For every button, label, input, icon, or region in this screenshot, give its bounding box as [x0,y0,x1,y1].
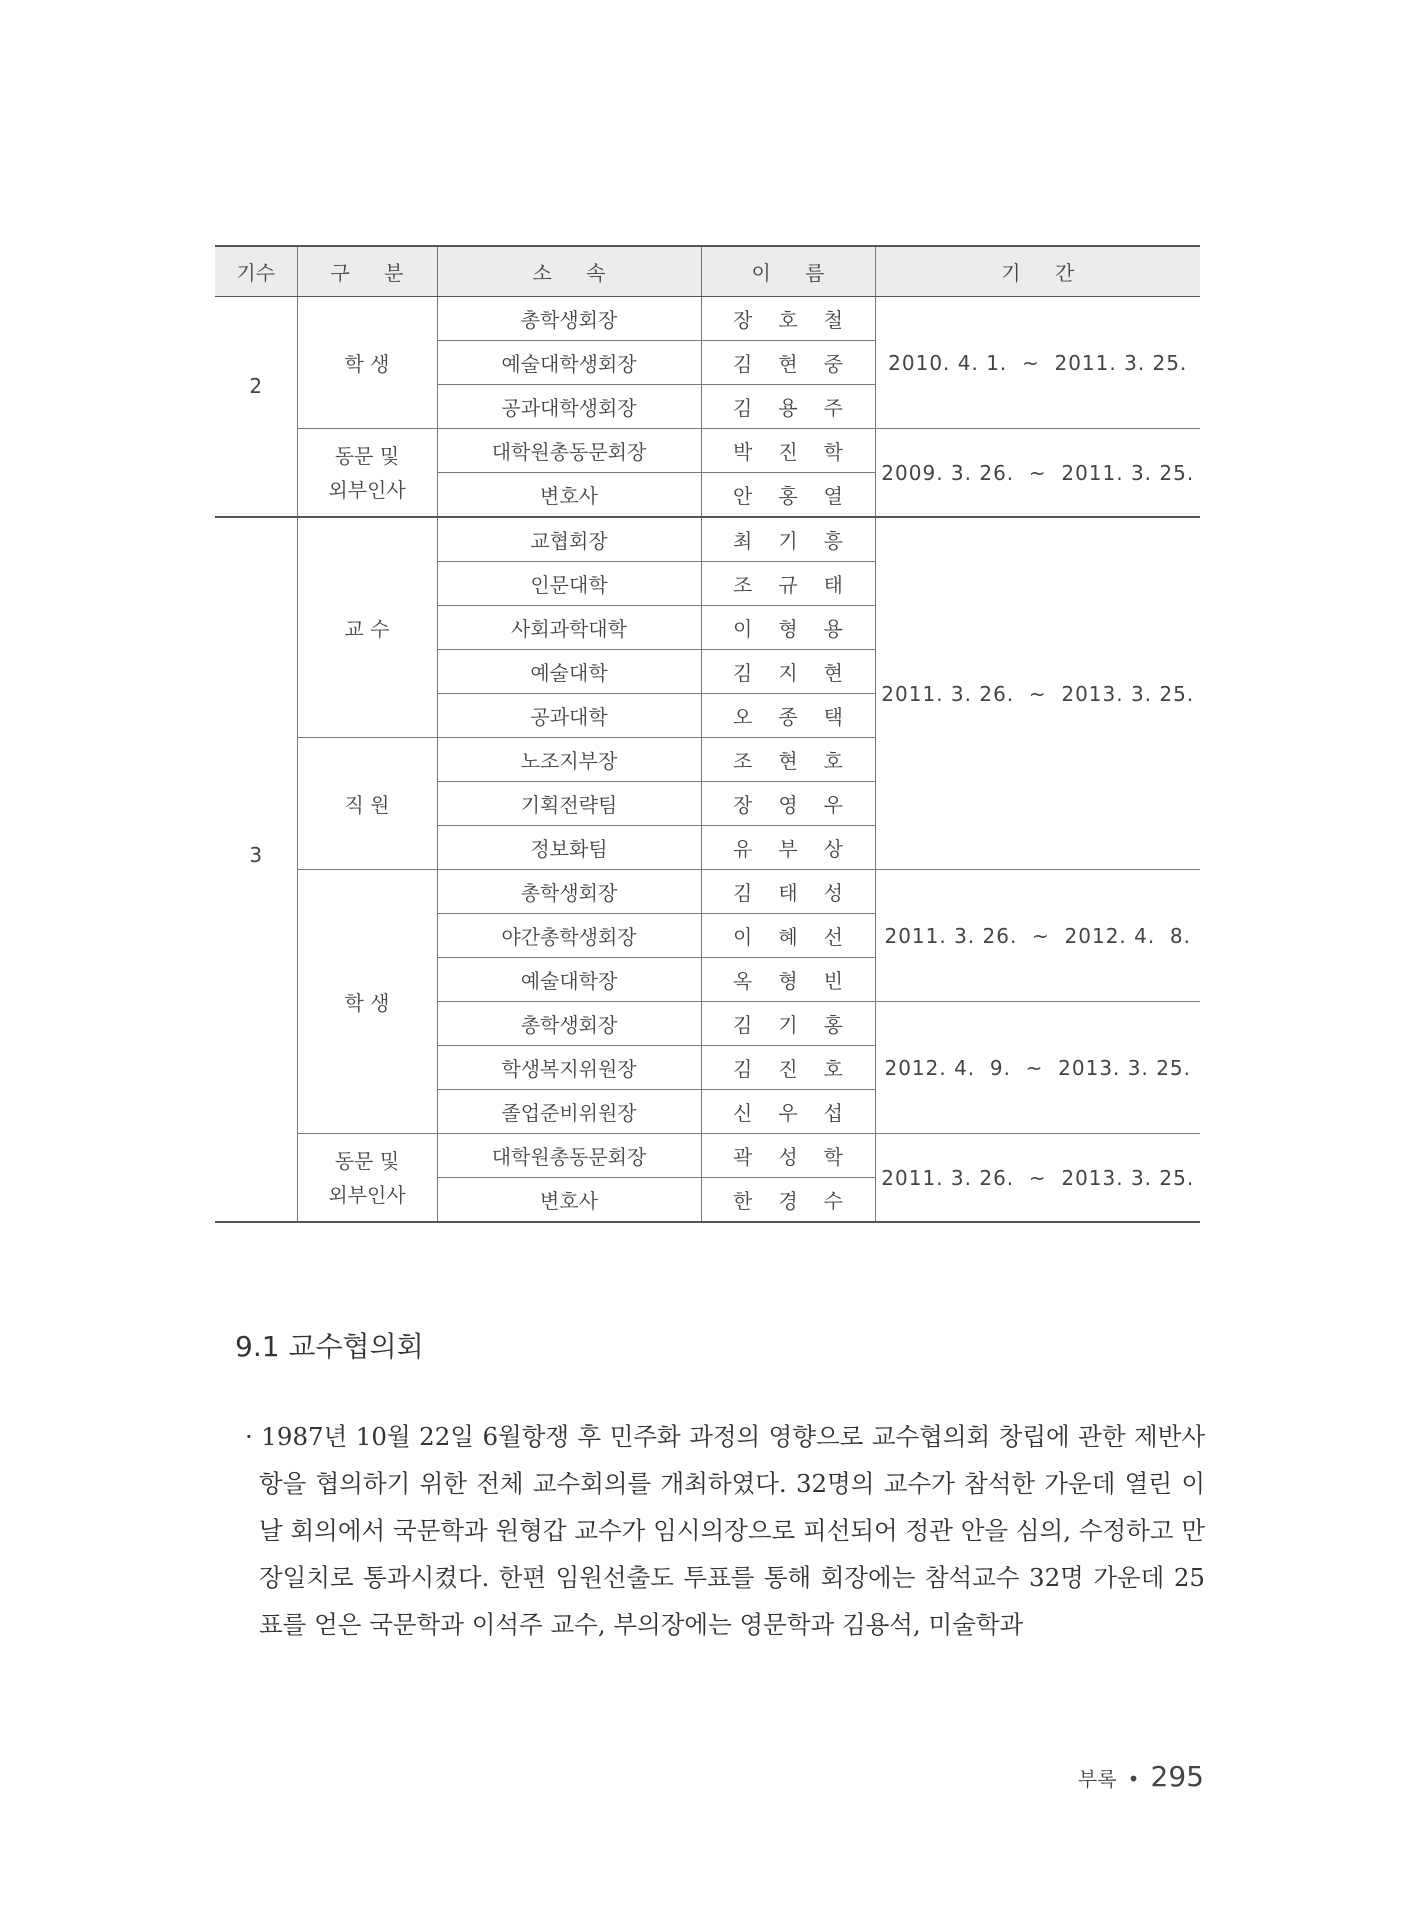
table-row [215,517,1200,562]
affiliation-cell: 졸업준비위원장 [437,1090,701,1134]
period-cell: 2011. 3. 26. ~ 2013. 3. 25. [875,517,1200,870]
name-cell: 유부상 [701,826,875,870]
header-name: 이 름 [701,246,875,297]
period-cell: 2010. 4. 1. ~ 2011. 3. 25. [875,297,1200,429]
name-cell: 이형용 [701,606,875,650]
body-text [245,1413,1205,1648]
table-row [215,297,1200,341]
division-cell: 직 원 [297,738,437,870]
generation-cell: 3 [215,517,297,1222]
page-footer [1078,1760,1204,1793]
table-row [215,429,1200,473]
affiliation-cell: 교협회장 [437,517,701,562]
name-cell: 조현호 [701,738,875,782]
page-number: 295 [1150,1760,1204,1793]
name-cell: 김현중 [701,341,875,385]
header-division: 구 분 [297,246,437,297]
name-cell: 신우섭 [701,1090,875,1134]
affiliation-cell: 공과대학생회장 [437,385,701,429]
name-cell: 곽성학 [701,1134,875,1178]
footer-label: 부록 [1077,1767,1117,1791]
division-cell: 동문 및 외부인사 [297,1134,437,1223]
name-cell: 김태성 [701,870,875,914]
name-cell: 박진학 [701,429,875,473]
name-cell: 장영우 [701,782,875,826]
appointments-table [215,245,1200,1223]
name-cell: 조규태 [701,562,875,606]
affiliation-cell: 예술대학 [437,650,701,694]
name-cell: 장호철 [701,297,875,341]
name-cell: 김용주 [701,385,875,429]
section-heading: 9.1 교수협의회 [235,1330,424,1363]
affiliation-cell: 기획전략팀 [437,782,701,826]
affiliation-cell: 사회과학대학 [437,606,701,650]
affiliation-cell: 예술대학장 [437,958,701,1002]
generation-cell: 2 [215,297,297,518]
division-cell: 학 생 [297,870,437,1134]
name-cell: 옥형빈 [701,958,875,1002]
affiliation-cell: 총학생회장 [437,297,701,341]
header-generation: 기수 [215,246,297,297]
name-cell: 김기홍 [701,1002,875,1046]
affiliation-cell: 총학생회장 [437,1002,701,1046]
header-period: 기 간 [875,246,1200,297]
name-cell: 안홍열 [701,473,875,518]
affiliation-cell: 야간총학생회장 [437,914,701,958]
affiliation-cell: 정보화팀 [437,826,701,870]
affiliation-cell: 예술대학생회장 [437,341,701,385]
affiliation-cell: 총학생회장 [437,870,701,914]
name-cell: 이혜선 [701,914,875,958]
period-cell: 2011. 3. 26. ~ 2013. 3. 25. [875,1134,1200,1223]
name-cell: 오종택 [701,694,875,738]
affiliation-cell: 변호사 [437,473,701,518]
header-affiliation: 소 속 [437,246,701,297]
division-cell: 학 생 [297,297,437,429]
division-cell: 동문 및 외부인사 [297,429,437,518]
affiliation-cell: 노조지부장 [437,738,701,782]
footer-separator: • [1127,1767,1140,1791]
affiliation-cell: 공과대학 [437,694,701,738]
table-row [215,1134,1200,1178]
affiliation-cell: 대학원총동문회장 [437,1134,701,1178]
affiliation-cell: 학생복지위원장 [437,1046,701,1090]
name-cell: 한경수 [701,1178,875,1223]
affiliation-cell: 인문대학 [437,562,701,606]
period-cell: 2012. 4. 9. ~ 2013. 3. 25. [875,1002,1200,1134]
division-cell: 교 수 [297,517,437,738]
name-cell: 김지현 [701,650,875,694]
affiliation-cell: 대학원총동문회장 [437,429,701,473]
table-header-row [215,246,1200,297]
period-cell: 2009. 3. 26. ~ 2011. 3. 25. [875,429,1200,518]
name-cell: 김진호 [701,1046,875,1090]
table-row [215,870,1200,914]
affiliation-cell: 변호사 [437,1178,701,1223]
period-cell: 2011. 3. 26. ~ 2012. 4. 8. [875,870,1200,1002]
paragraph: · 1987년 10월 22일 6월항쟁 후 민주화 과정의 영향으로 교수협의회 창립에 관한 제반사항을 협의하기 위한 전체 교수회의를 개최하였다. 32명의 교수가 참석한 가운데 열린 이 날 회의에서 국문학과 원형갑 교수가 임시의장으로 피선되어 정관 안을 심의, 수정하고 만장일치로 통과시켰다. 한편 임원선출도 투표를 통해 회장에는 참석교수 32명 가운데 25표를 얻은 국문학과 이석주 교수, 부의장에는 영문학과 김용석, 미술학과 [245,1422,1205,1639]
name-cell: 최기흥 [701,517,875,562]
